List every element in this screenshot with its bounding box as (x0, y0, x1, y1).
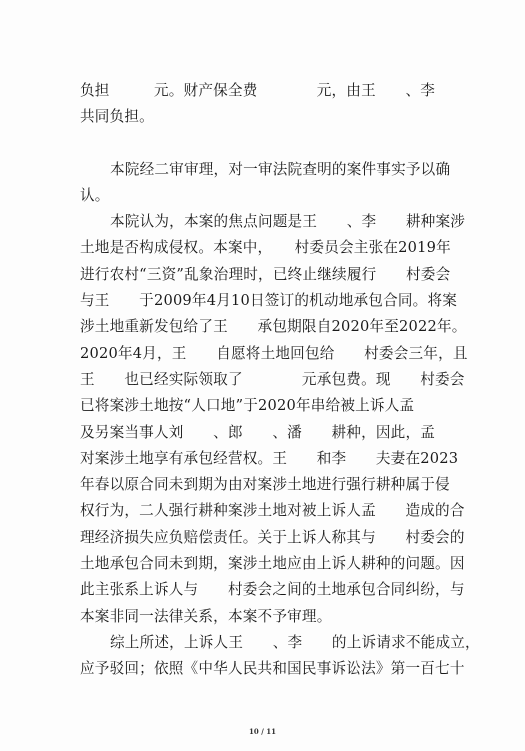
text-line: 进行农村“三资”乱象治理时，已终止继续履行 村委会 (80, 265, 451, 283)
text-line: 本案非同一法律关系，本案不予审理。 (80, 607, 332, 625)
text-line: 及另案当事人刘 、郎 、潘 耕种，因此，孟 (80, 423, 436, 441)
text-line: 本院经二审审理，对一审法院查明的案件事实予以确 (110, 160, 451, 178)
text-line: 涉土地重新发包给了王 承包期限自2020年至2022年。 (80, 318, 467, 336)
text-line: 应予驳回；依照《中华人民共和国民事诉讼法》第一百七十 (80, 660, 465, 678)
text-line: 土地是否构成侵权。本案中， 村委员会主张在2019年 (80, 239, 451, 257)
text-line: 本院认为，本案的焦点问题是王 、李 耕种案涉 (110, 213, 466, 231)
paragraph-1 (80, 78, 460, 131)
text-line: 共同负担。 (80, 108, 154, 126)
text-line: 负担 元。财产保全费 元，由王 、李 (80, 82, 436, 99)
text-line: 王 也已经实际领取了 元承包费。现 村委会 (80, 370, 465, 388)
document-body (80, 78, 480, 683)
paragraph-4 (80, 630, 480, 683)
text-line: 理经济损失应负赔偿责任。关于上诉人称其与 村委会的 (80, 528, 465, 546)
paragraph-3 (80, 209, 468, 630)
paragraph-2 (80, 157, 460, 210)
text-line: 与王 于2009年4月10日签订的机动地承包合同。将案 (80, 292, 458, 310)
text-line: 2020年4月，王 自愿将土地回包给 村委会三年，且 (80, 344, 468, 362)
text-line: 对案涉土地享有承包经营权。王 和李 夫妻在2023 (80, 449, 459, 467)
text-line: 年春以原合同未到期为由对案涉土地进行强行耕种属于侵 (80, 476, 450, 494)
text-line: 认。 (80, 186, 110, 204)
text-line: 土地承包合同未到期，案涉土地应由上诉人耕种的问题。因 (80, 555, 465, 573)
paragraph-gap (80, 131, 460, 157)
text-line: 权行为，二人强行耕种案涉土地对被上诉人孟 造成的合 (80, 502, 465, 520)
text-line: 此主张系上诉人与 村委会之间的土地承包合同纠纷，与 (80, 581, 465, 599)
text-line: 综上所述，上诉人王 、李 的上诉请求不能成立， (110, 633, 480, 651)
text-line: 已将案涉土地按“人口地”于2020年串给被上诉人孟 (80, 397, 415, 415)
page-number: 10 / 11 (249, 727, 276, 736)
